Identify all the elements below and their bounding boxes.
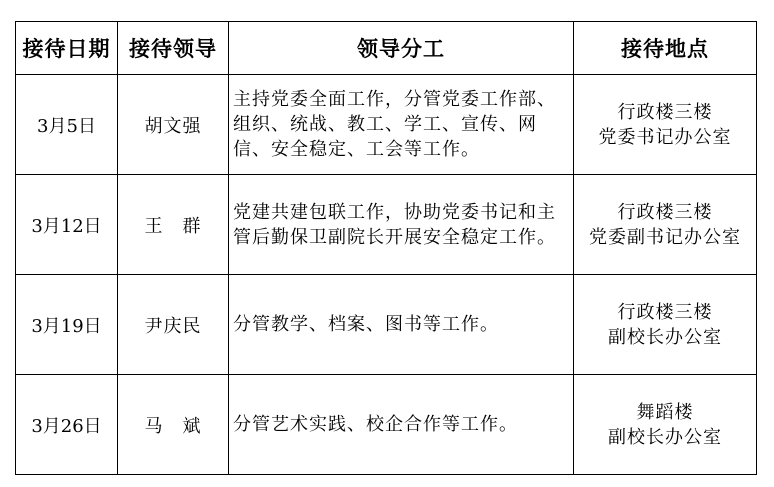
cell-duty: 分管艺术实践、校企合作等工作。 xyxy=(229,375,574,475)
table-row xyxy=(16,175,757,275)
place-office: 副校长办公室 xyxy=(608,426,722,448)
table-row xyxy=(16,75,757,175)
cell-place xyxy=(574,275,757,375)
cell-leader: 胡文强 xyxy=(118,75,229,175)
cell-place xyxy=(574,75,757,175)
cell-leader: 王 群 xyxy=(118,175,229,275)
header-place: 接待地点 xyxy=(574,22,757,75)
header-date: 接待日期 xyxy=(16,22,118,75)
place-building: 行政楼三楼 xyxy=(617,101,713,123)
cell-place xyxy=(574,175,757,275)
cell-duty: 党建共建包联工作，协助党委书记和主管后勤保卫副院长开展安全稳定工作。 xyxy=(229,175,574,275)
table-header-row xyxy=(16,22,757,75)
cell-date: 3月5日 xyxy=(16,75,118,175)
place-building: 行政楼三楼 xyxy=(617,301,713,323)
table-row xyxy=(16,275,757,375)
cell-date: 3月12日 xyxy=(16,175,118,275)
place-office: 党委书记办公室 xyxy=(598,126,732,148)
place-office: 副校长办公室 xyxy=(608,326,722,348)
cell-leader: 尹庆民 xyxy=(118,275,229,375)
place-office: 党委副书记办公室 xyxy=(589,226,741,248)
cell-place xyxy=(574,375,757,475)
cell-leader: 马 斌 xyxy=(118,375,229,475)
cell-date: 3月26日 xyxy=(16,375,118,475)
header-leader: 接待领导 xyxy=(118,22,229,75)
place-building: 舞蹈楼 xyxy=(636,401,694,423)
header-duty: 领导分工 xyxy=(229,22,574,75)
cell-duty: 主持党委全面工作，分管党委工作部、组织、统战、教工、学工、宣传、网信、安全稳定、工会等工作。 xyxy=(229,75,574,175)
cell-date: 3月19日 xyxy=(16,275,118,375)
table-row xyxy=(16,375,757,475)
cell-duty: 分管教学、档案、图书等工作。 xyxy=(229,275,574,375)
place-building: 行政楼三楼 xyxy=(617,201,713,223)
reception-schedule-table xyxy=(15,21,757,475)
